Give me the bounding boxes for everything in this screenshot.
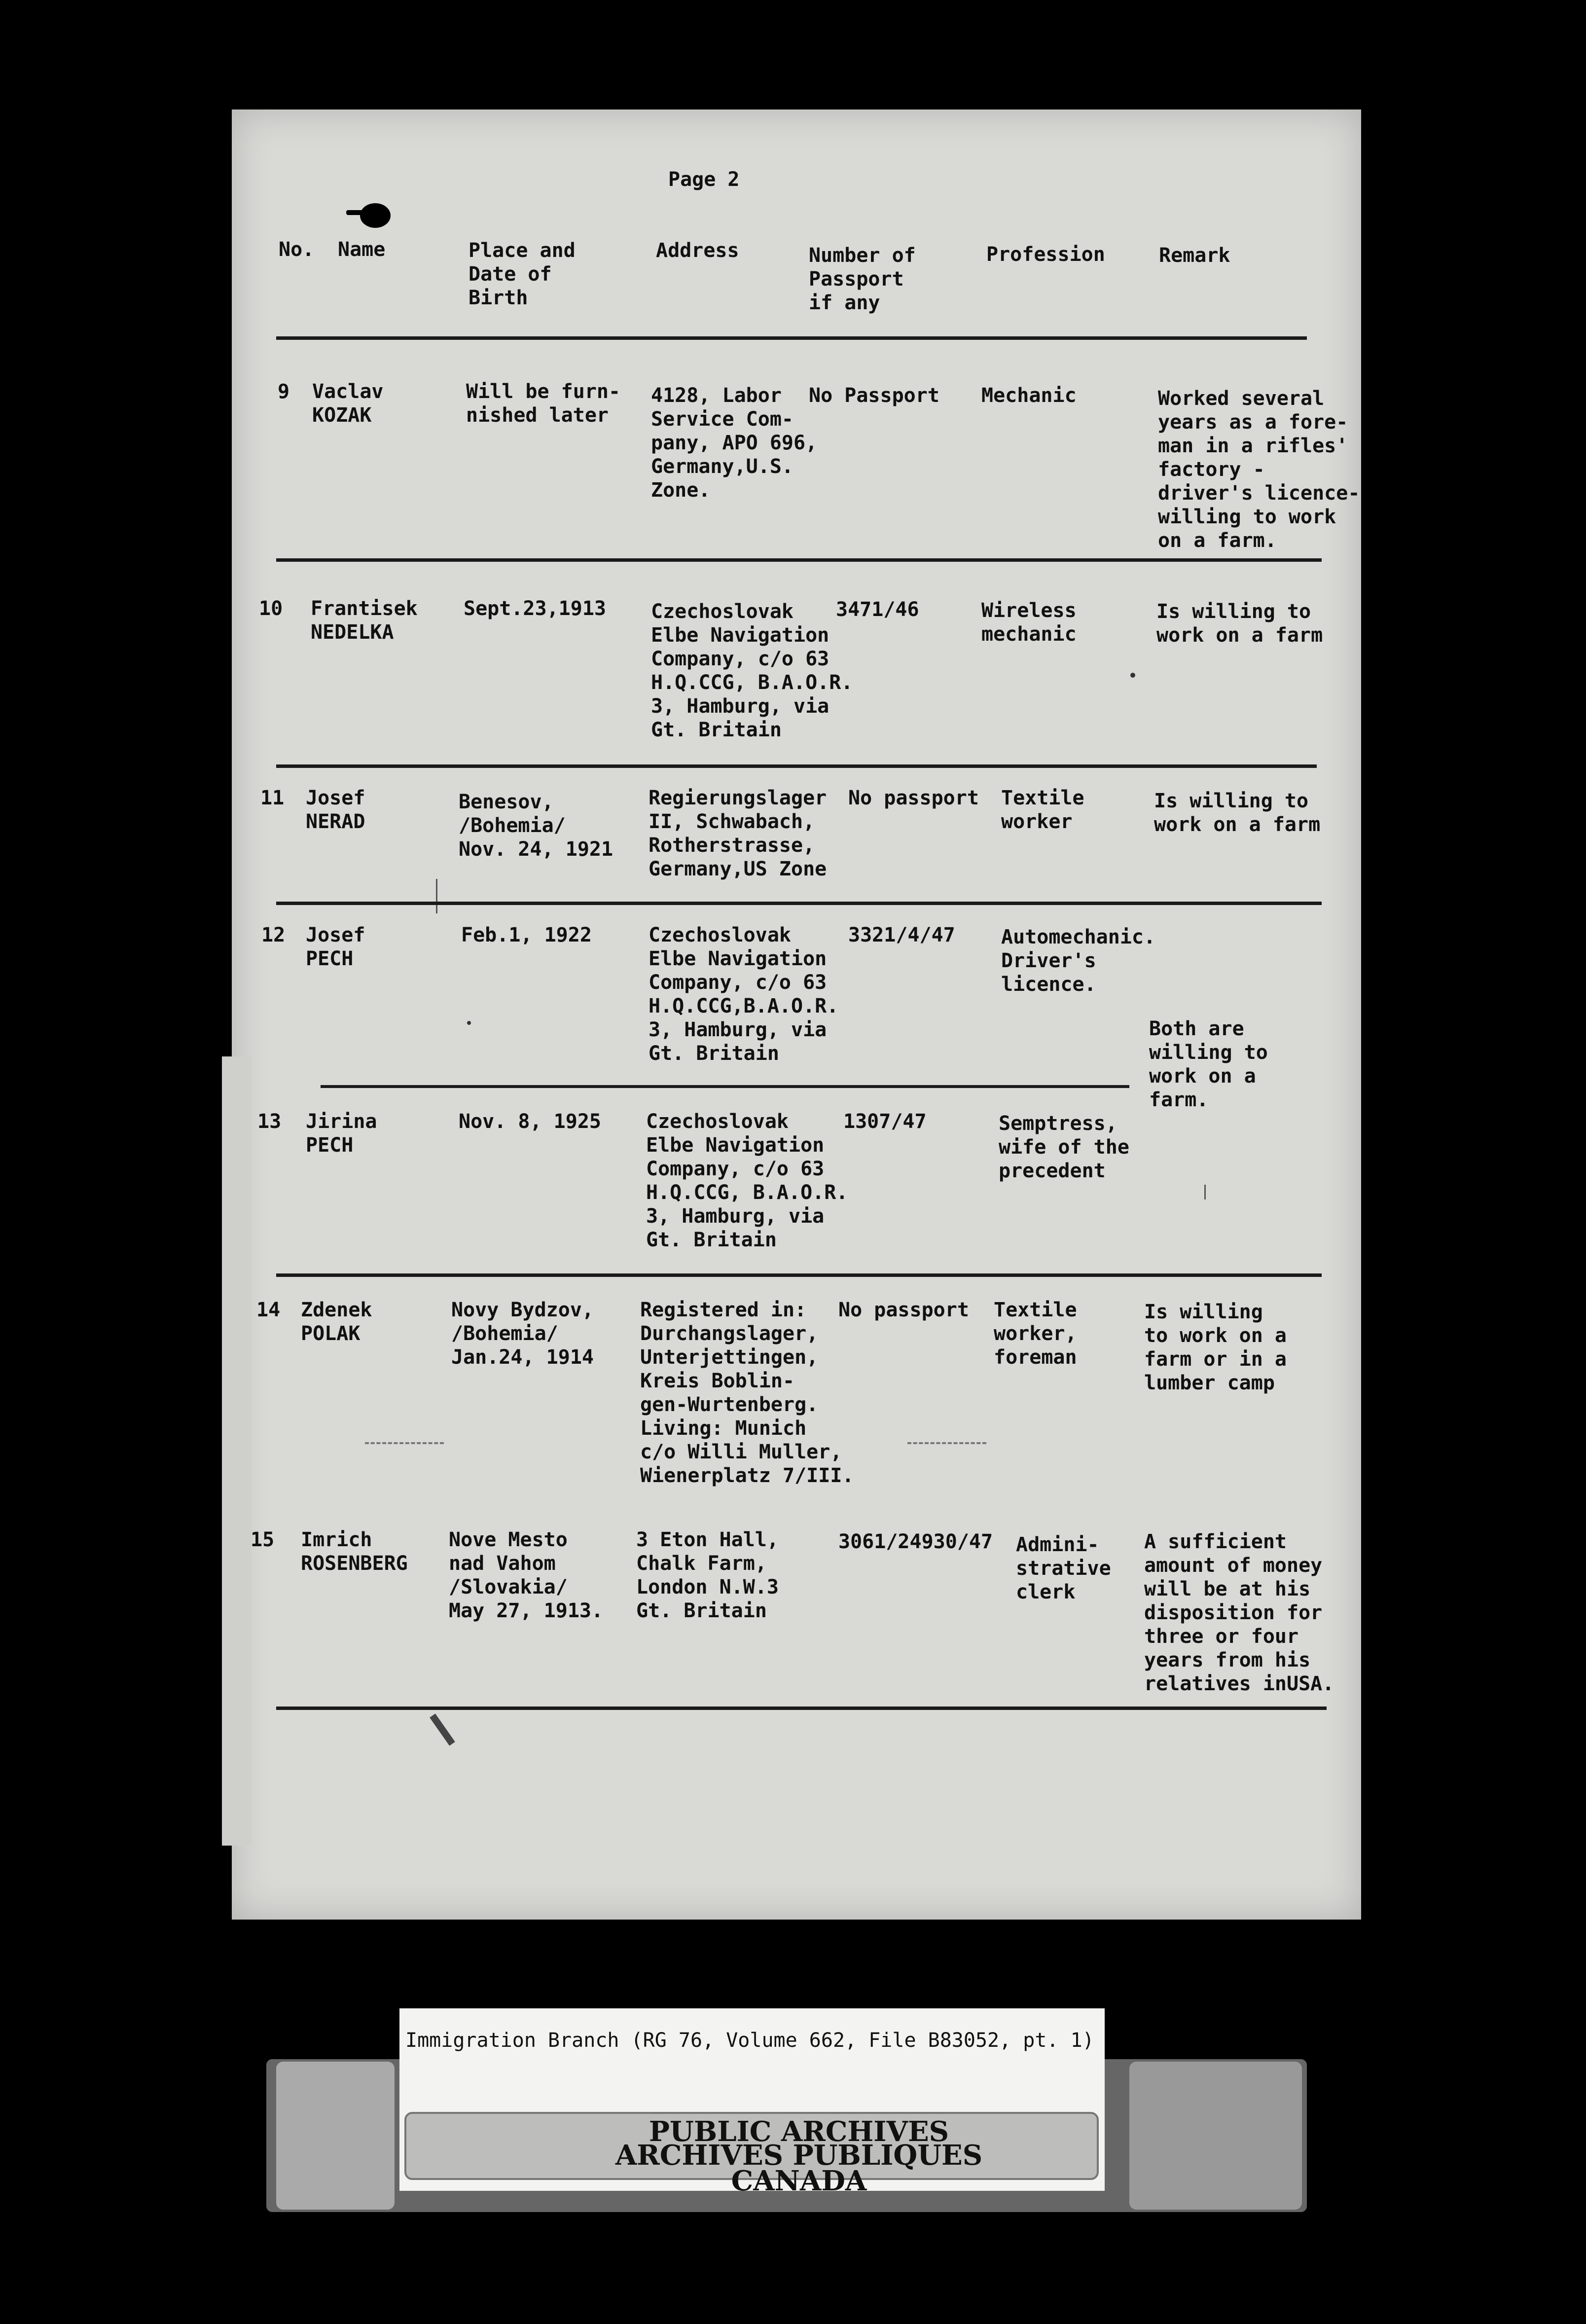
row-10-name: Frantisek NEDELKA (311, 597, 418, 644)
row-13-passport: 1307/47 (843, 1110, 927, 1133)
row-rule-9 (276, 558, 1322, 562)
header-rule (276, 336, 1307, 340)
row-15-profession: Admini- strative clerk (1016, 1533, 1111, 1603)
header-place-date: Place and Date of Birth (469, 239, 576, 309)
pen-mark (436, 879, 437, 913)
folder-fold-right (1129, 2062, 1302, 2210)
row-10-address: Czechoslovak Elbe Navigation Company, c/o 63 H.Q.CCG, B.A.O.R. 3, Hamburg, via Gt. Britain (651, 600, 853, 741)
row-13-birth: Nov. 8, 1925 (459, 1110, 601, 1133)
ink-dot (1130, 673, 1135, 678)
header-no: No. (279, 238, 315, 261)
row-13-address: Czechoslovak Elbe Navigation Company, c/o 63 H.Q.CCG, B.A.O.R. 3, Hamburg, via Gt. Britain (646, 1110, 848, 1251)
row-14-no: 14 (256, 1299, 281, 1321)
row-14-birth: Novy Bydzov, /Bohemia/ Jan.24, 1914 (451, 1299, 594, 1369)
row-15-name: Imrich ROSENBERG (301, 1528, 408, 1575)
row-14-remark: Is willing to work on a farm or in a lumber camp (1144, 1301, 1287, 1394)
document-page (232, 109, 1361, 1920)
header-profession: Profession (986, 243, 1105, 266)
stamp-line-1: PUBLIC ARCHIVES (649, 2115, 949, 2148)
row-13-no: 13 (257, 1110, 282, 1133)
row-12-passport: 3321/4/47 (848, 924, 955, 946)
row-9-birth: Will be furn- nished later (466, 380, 621, 427)
row-9-remark: Worked several years as a fore- man in a rifles' factory - driver's licence- willing to work on a farm. (1158, 387, 1360, 552)
row-15-birth: Nove Mesto nad Vahom /Slovakia/ May 27, 1913. (449, 1528, 604, 1622)
header-name: Name (338, 238, 386, 261)
row-11-no: 11 (260, 787, 285, 809)
pen-mark (430, 1713, 455, 1745)
row-9-no: 9 (278, 380, 290, 403)
row-rule-11 (276, 902, 1322, 905)
row-14-profession: Textile worker, foreman (994, 1299, 1077, 1369)
row-11-name: Josef NERAD (306, 787, 365, 833)
row-10-no: 10 (259, 597, 283, 620)
row-10-remark: Is willing to work on a farm (1156, 600, 1323, 647)
page-number: Page 2 (668, 168, 740, 191)
row-rule-13 (276, 1273, 1322, 1277)
header-address: Address (656, 239, 739, 262)
row-12-name: Josef PECH (306, 924, 365, 970)
row-12-13-remark: Both are willing to work on a farm. (1149, 1017, 1268, 1111)
row-14-address: Registered in: Durchangslager, Unterjettingen, Kreis Boblin- gen-Wurtenberg. Living: Munich c/o Willi Muller, Wienerplatz 7/III. (640, 1299, 854, 1487)
row-15-remark: A sufficient amount of money will be at his disposition for three or four years from his relatives inUSA. (1144, 1530, 1334, 1695)
dashed-mark (907, 1442, 986, 1446)
row-11-birth: Benesov, /Bohemia/ Nov. 24, 1921 (459, 791, 613, 861)
row-13-name: Jirina PECH (306, 1110, 377, 1157)
row-15-address: 3 Eton Hall, Chalk Farm, London N.W.3 Gt. Britain (636, 1528, 779, 1622)
row-10-birth: Sept.23,1913 (464, 597, 606, 620)
row-15-no: 15 (251, 1528, 275, 1551)
row-14-name: Zdenek POLAK (301, 1299, 372, 1345)
row-12-birth: Feb.1, 1922 (461, 924, 592, 946)
pen-mark (1204, 1185, 1206, 1199)
dashed-mark (365, 1442, 444, 1446)
folder-fold-left (276, 2062, 395, 2210)
row-9-passport: No Passport (809, 384, 939, 407)
row-15-passport: 3061/24930/47 (838, 1530, 993, 1553)
caption-text: Immigration Branch (RG 76, Volume 662, File B83052, pt. 1) (405, 2029, 1094, 2052)
header-passport: Number of Passport if any (809, 244, 916, 314)
stamp-line-3: CANADA (731, 2165, 867, 2197)
row-11-remark: Is willing to work on a farm (1154, 790, 1321, 836)
row-rule-10 (276, 764, 1317, 768)
row-10-profession: Wireless mechanic (981, 599, 1077, 646)
row-12-profession: Automechanic. Driver's licence. (1001, 926, 1156, 996)
row-9-name: Vaclav KOZAK (312, 380, 384, 427)
row-9-profession: Mechanic (981, 384, 1077, 407)
row-11-profession: Textile worker (1001, 787, 1084, 833)
ink-dot (467, 1021, 471, 1025)
ink-blot (360, 203, 391, 228)
row-13-profession: Semptress, wife of the precedent (999, 1112, 1129, 1182)
torn-edge (222, 1056, 252, 1846)
row-12-address: Czechoslovak Elbe Navigation Company, c/o 63 H.Q.CCG,B.A.O.R. 3, Hamburg, via Gt. Britain (649, 924, 839, 1065)
row-14-passport: No passport (838, 1299, 969, 1321)
row-12-no: 12 (261, 924, 286, 946)
row-10-passport: 3471/46 (836, 598, 919, 621)
row-rule-15 (276, 1707, 1327, 1710)
stamp-line-2: ARCHIVES PUBLIQUES (615, 2139, 983, 2172)
row-11-address: Regierungslager II, Schwabach, Rotherstrasse, Germany,US Zone (649, 787, 827, 880)
row-11-passport: No passport (848, 787, 979, 809)
row-9-address: 4128, Labor Service Com- pany, APO 696, Germany,U.S. Zone. (651, 384, 818, 502)
row-rule-12 (321, 1085, 1129, 1088)
header-remark: Remark (1159, 244, 1230, 267)
